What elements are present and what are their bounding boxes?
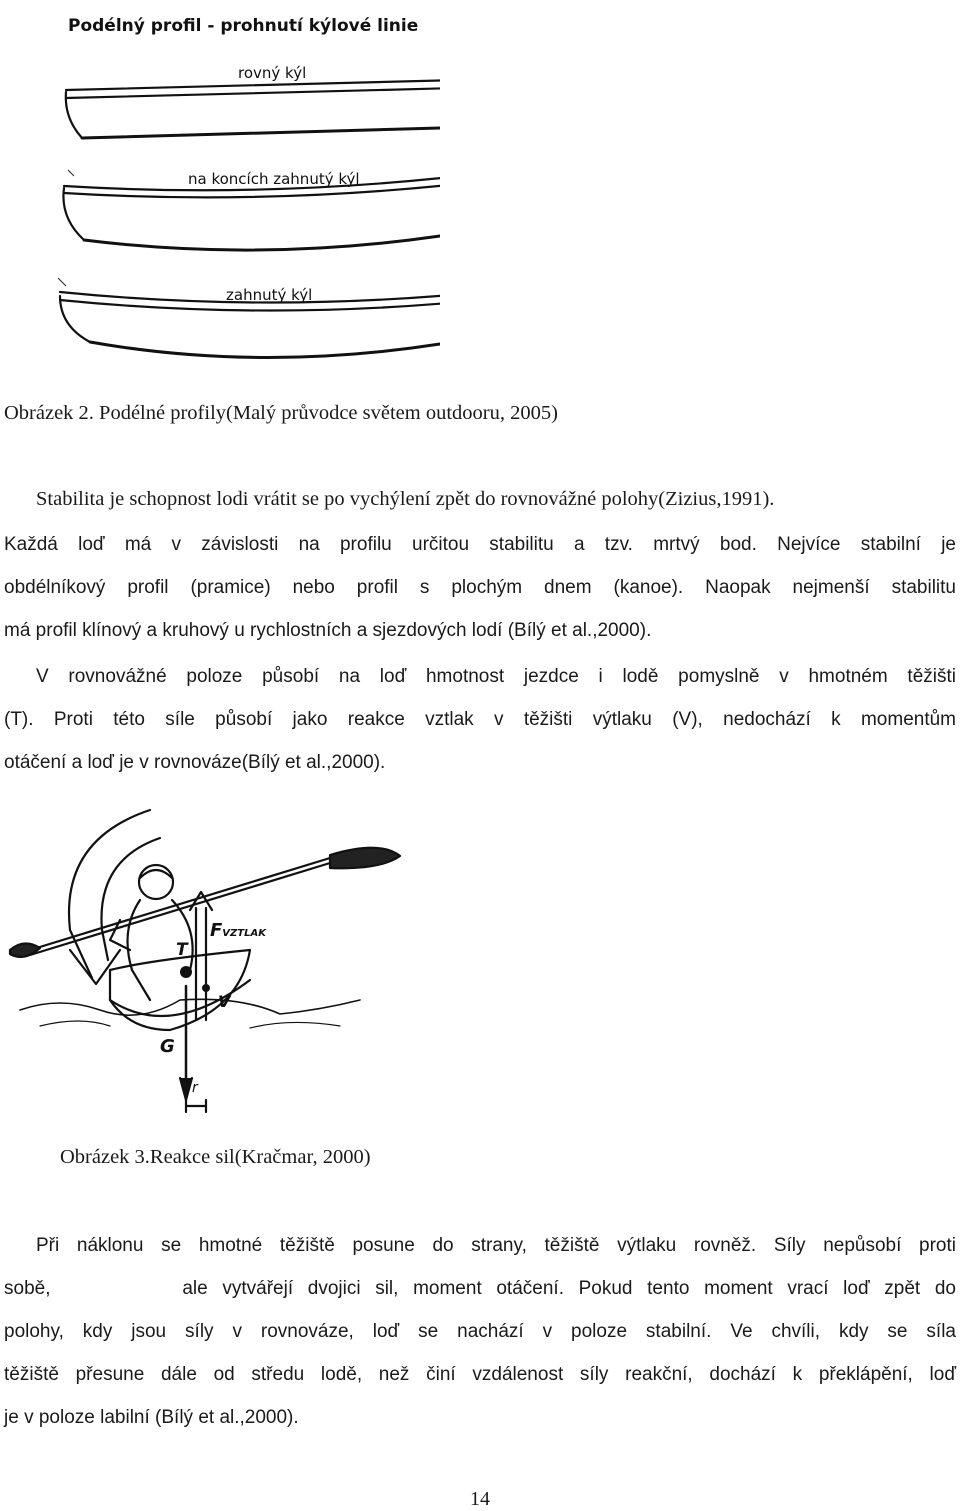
label-f-buoyancy: [210, 920, 266, 941]
paragraph-1-line-3: obdélníkový profil (pramice) nebo profil s plochým dnem (kanoe). Naopak nejmenší stabilitu: [4, 577, 956, 598]
label-g: G: [160, 1036, 175, 1057]
figure-3-caption: Obrázek 3.Reakce sil(Kračmar, 2000): [60, 1146, 371, 1168]
keel-profile-figure: [20, 0, 440, 390]
paragraph-2-line-4: těžiště přesune dále od středu lodě, než činí vzdálenost síly reakční, dochází k překlápění, loď: [4, 1364, 956, 1385]
keel-figure-title: Podélný profil - prohnutí kýlové linie: [68, 16, 419, 36]
paragraph-2-line-5: je v poloze labilní (Bílý et al.,2000).: [4, 1407, 299, 1428]
paragraph-1-line-4: má profil klínový a kruhový u rychlostních a sjezdových lodí (Bílý et al.,2000).: [4, 620, 652, 641]
label-t: T: [176, 940, 188, 960]
kayaker-force-drawing: [0, 800, 460, 1120]
label-v: V: [218, 992, 231, 1011]
paragraph-2-line-3: polohy, kdy jsou síly v rovnováze, loď se nachází v poloze stabilní. Ve chvíli, kdy se síla: [4, 1321, 956, 1342]
label-r: r: [192, 1080, 198, 1096]
figure-2-caption: Obrázek 2. Podélné profily(Malý průvodce světem outdooru, 2005): [4, 402, 558, 424]
paragraph-1-line-7: otáčení a loď je v rovnováze(Bílý et al.,2000).: [4, 752, 386, 773]
label-curved-ends-keel: na koncích zahnutý kýl: [188, 170, 360, 188]
keel-profile-drawing: [20, 0, 440, 390]
page-number: 14: [470, 1488, 490, 1510]
paragraph-1-line-5: V rovnovážné poloze působí na loď hmotnost jezdce i lodě pomyslně v hmotném těžišti: [36, 666, 956, 687]
paragraph-2-line-1: Při náklonu se hmotné těžiště posune do strany, těžiště výtlaku rovněž. Síly nepůsobí proti: [36, 1235, 956, 1256]
paragraph-1-line-1: Stabilita je schopnost lodi vrátit se po vychýlení zpět do rovnovážné polohy(Zizius,1991).: [36, 488, 775, 510]
label-straight-keel: rovný kýl: [238, 64, 307, 82]
paragraph-1-line-6: (T). Proti této síle působí jako reakce vztlak v těžišti výtlaku (V), nedochází k momentům: [4, 709, 956, 730]
paragraph-2-line-2: sobě, ale vytvářejí dvojici sil, moment otáčení. Pokud tento moment vrací loď zpět do: [4, 1278, 956, 1299]
label-f: F: [210, 920, 223, 941]
label-curved-keel: zahnutý kýl: [226, 286, 313, 304]
force-reaction-figure: [0, 800, 460, 1120]
paragraph-1-line-2: Každá loď má v závislosti na profilu určitou stabilitu a tzv. mrtvý bod. Nejvíce stabilní je: [4, 534, 956, 555]
label-f-subscript: VZTLAK: [222, 928, 266, 939]
